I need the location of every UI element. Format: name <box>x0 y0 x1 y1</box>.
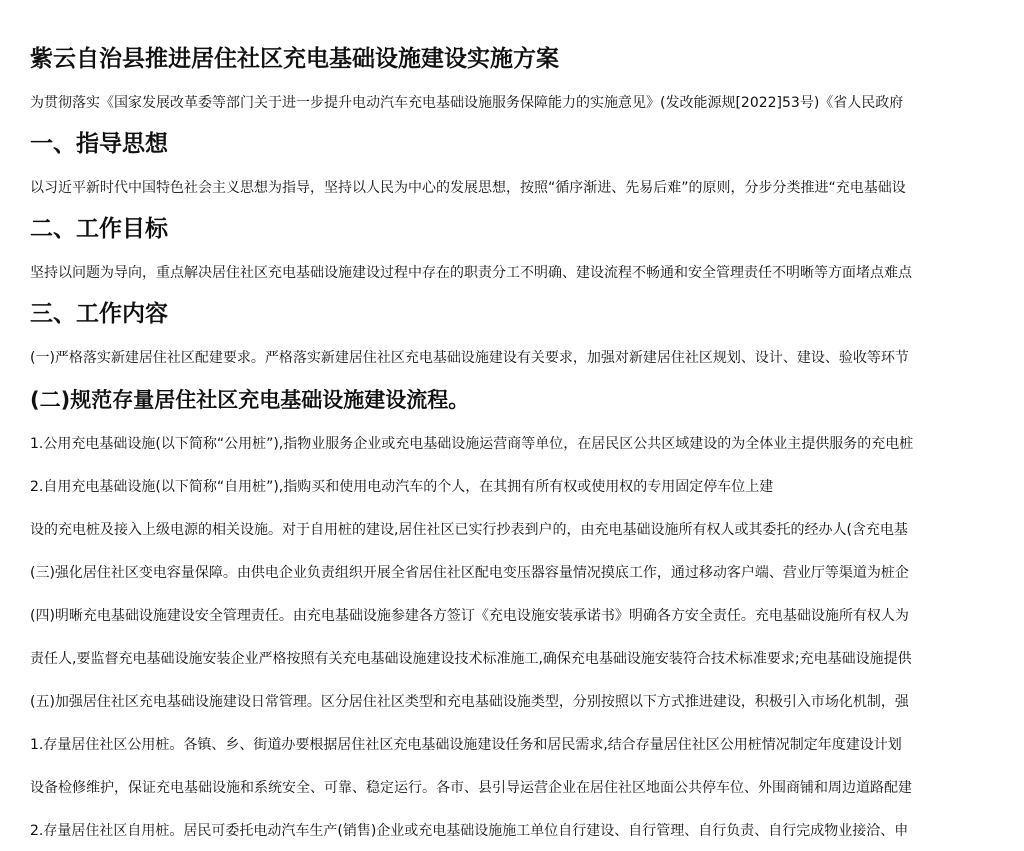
heading-guiding-ideology: 一、指导思想 <box>30 131 168 157</box>
paragraph-item-4-cont: 责任人,要监督充电基础设施安装企业严格按照有关充电基础设施建设技术标准施工,确保充电基础设施安装符合技术标准要求;充电基础设施提供 <box>30 651 912 667</box>
paragraph-public-charger: 1.公用充电基础设施(以下简称“公用桩”),指物业服务企业或充电基础设施运营商等单位，在居民区公共区域建设的为全体业主提供服务的充电桩 <box>30 436 914 452</box>
document-title: 紫云自治县推进居住社区充电基础设施建设实施方案 <box>30 46 559 72</box>
paragraph-private-charger-cont: 设的充电桩及接入上级电源的相关设施。对于自用桩的建设,居住社区已实行抄表到户的，由充电基础设施所有权人或其委托的经办人(含充电基 <box>30 522 908 538</box>
document-page <box>30 40 1024 839</box>
paragraph-item-5: (五)加强居住社区充电基础设施建设日常管理。区分居住社区类型和充电基础设施类型，分别按照以下方式推进建设，积极引入市场化机制，强 <box>30 694 909 710</box>
paragraph-item-3: (三)强化居住社区变电容量保障。由供电企业负责组织开展全省居住社区配电变压器容量情况摸底工作，通过移动客户端、营业厅等渠道为桩企 <box>30 565 909 581</box>
paragraph-work-goals: 坚持以问题为导向，重点解决居住社区充电基础设施建设过程中存在的职责分工不明确、建设流程不畅通和安全管理责任不明晰等方面堵点难点 <box>30 265 912 281</box>
paragraph-item-4: (四)明晰充电基础设施建设安全管理责任。由充电基础设施参建各方签订《充电设施安装承诺书》明确各方安全责任。充电基础设施所有权人为 <box>30 608 909 624</box>
paragraph-guiding-ideology: 以习近平新时代中国特色社会主义思想为指导，坚持以人民为中心的发展思想，按照“循序渐进、先易后难”的原则，分步分类推进“充电基础设 <box>30 180 906 196</box>
paragraph-intro: 为贯彻落实《国家发展改革委等部门关于进一步提升电动汽车充电基础设施服务保障能力的实施意见》(发改能源规[2022]53号)《省人民政府 <box>30 95 904 111</box>
heading-work-content: 三、工作内容 <box>30 301 168 327</box>
paragraph-private-charger: 2.自用充电基础设施(以下简称“自用桩”),指购买和使用电动汽车的个人，在其拥有所有权或使用权的专用固定停车位上建 <box>30 479 774 495</box>
heading-work-goals: 二、工作目标 <box>30 216 168 242</box>
paragraph-existing-public: 1.存量居住社区公用桩。各镇、乡、街道办要根据居住社区充电基础设施建设任务和居民需求,结合存量居住社区公用桩情况制定年度建设计划 <box>30 737 902 753</box>
heading-item-2: (二)规范存量居住社区充电基础设施建设流程。 <box>30 388 470 412</box>
paragraph-existing-private: 2.存量居住社区自用桩。居民可委托电动汽车生产(销售)企业或充电基础设施施工单位自行建设、自行管理、自行负责、自行完成物业接洽、申 <box>30 823 909 839</box>
paragraph-item-1: (一)严格落实新建居住社区配建要求。严格落实新建居住社区充电基础设施建设有关要求，加强对新建居住社区规划、设计、建设、验收等环节 <box>30 350 909 366</box>
paragraph-existing-public-cont: 设备检修维护，保证充电基础设施和系统安全、可靠、稳定运行。各市、县引导运营企业在居住社区地面公共停车位、外围商铺和周边道路配建 <box>30 780 912 796</box>
